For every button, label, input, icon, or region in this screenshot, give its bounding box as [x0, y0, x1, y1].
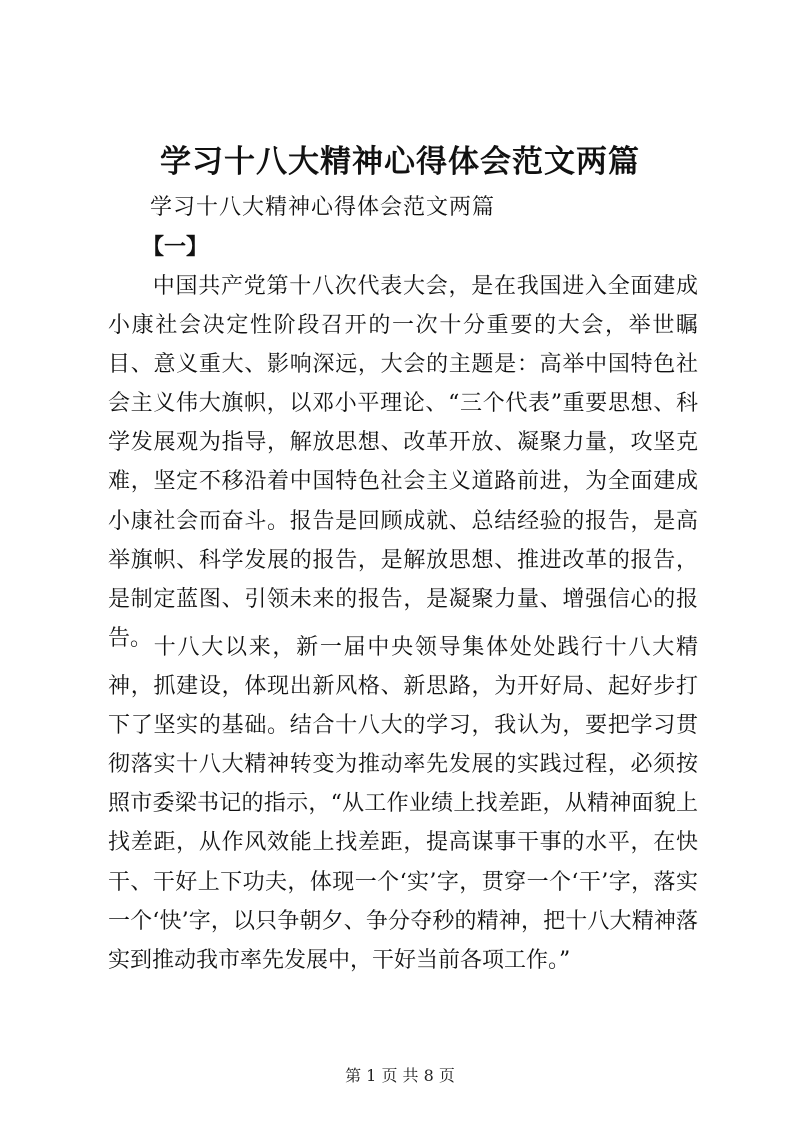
- paragraph-text: 十八大以来，新一届中央领导集体处处践行十八大精神，抓建设，体现出新风格、新思路，为开好局、起好步打下了坚实的基础。结合十八大的学习，我认为，要把学习贯彻落实十八大精神转变为推动率先发展的实践过程，必须按照市委梁书记的指示，“从工作业绩上找差距，从精神面貌上找差距，从作风效能上找差距，提高谋事干事的水平，在快干、干好上下功夫，体现一个‘实’字，贯穿一个‘干’字，落实一个‘快’字，以只争朝夕、争分夺秒的精神，把十八大精神落实到推动我市率先发展中，干好当前各项工作。”: [108, 635, 698, 973]
- document-title: 学习十八大精神心得体会范文两篇: [160, 144, 640, 180]
- body-paragraph: [108, 628, 698, 980]
- paragraph-text: 中国共产党第十八次代表大会，是在我国进入全面建成小康社会决定性阶段召开的一次十分重要的大会，举世瞩目、意义重大、影响深远，大会的主题是：高举中国特色社会主义伟大旗帜，以邓小平理论、“三个代表”重要思想、科学发展观为指导，解放思想、改革开放、凝聚力量，攻坚克难，坚定不移沿着中国特色社会主义道路前进，为全面建成小康社会而奋斗。报告是回顾成就、总结经验的报告，是高举旗帜、科学发展的报告，是解放思想、推进改革的报告，是制定蓝图、引领未来的报告，是凝聚力量、增强信心的报告。: [108, 274, 698, 651]
- body-paragraph: [108, 267, 698, 658]
- document-subtitle: 学习十八大精神心得体会范文两篇: [150, 195, 496, 220]
- page-number-footer: 第 1 页 共 8 页: [345, 1066, 455, 1085]
- section-label: 【一】: [142, 234, 209, 260]
